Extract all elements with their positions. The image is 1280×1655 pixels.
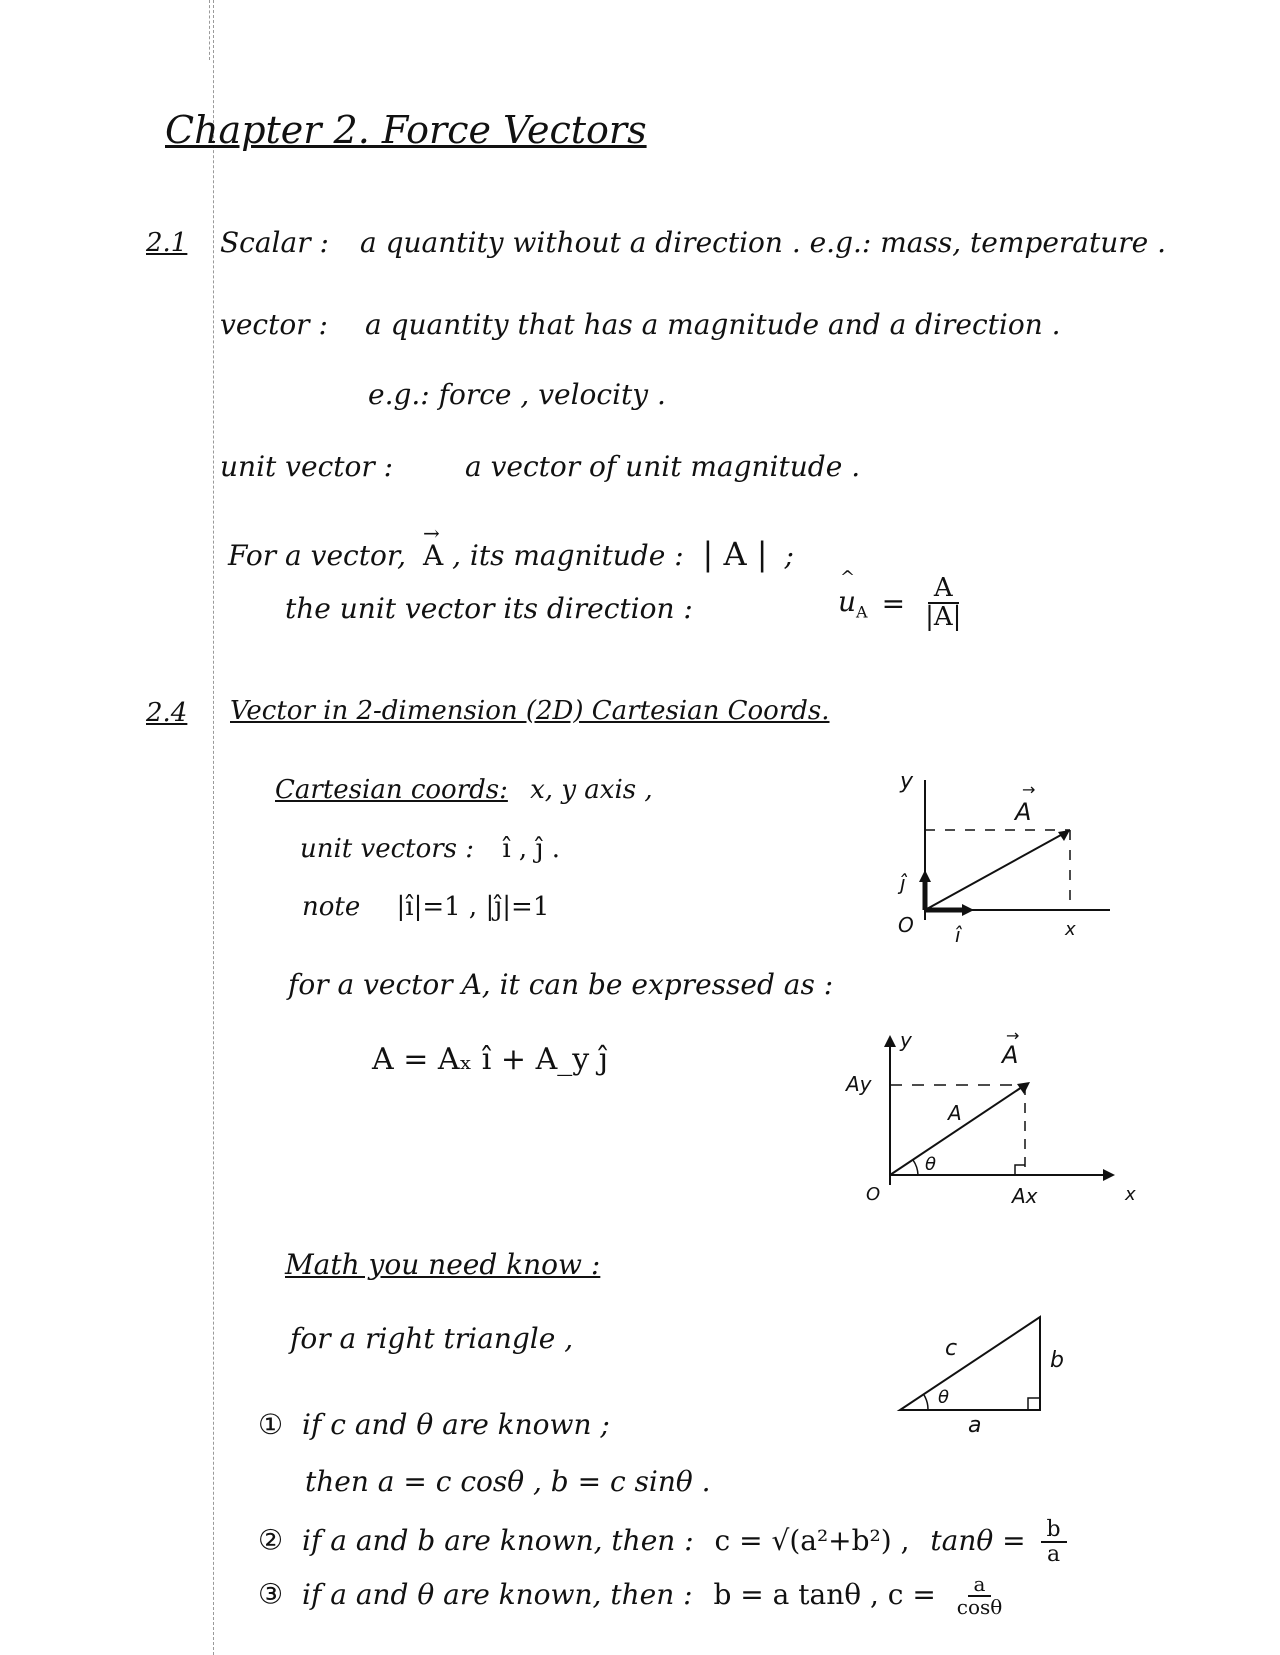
note-value: |î|=1 , |ĵ|=1 <box>396 892 550 922</box>
triangle-b-label: b <box>1050 1348 1064 1373</box>
diagram1-x-label: x <box>1065 919 1076 940</box>
unit-vectors-label: unit vectors : <box>300 834 475 864</box>
unit-vectors-value: î , ĵ . <box>502 834 561 864</box>
margin-line-top <box>209 0 210 60</box>
expressed-as-text: for a vector A, it can be expressed as : <box>288 968 834 1001</box>
cartesian-axes-text: x, y axis , <box>530 775 653 805</box>
vector-A-letter: A <box>422 539 444 572</box>
diagram2-A-label: A <box>1002 1041 1019 1069</box>
diagram2-origin-label: O <box>866 1184 881 1205</box>
item-2-fraction-numerator: b <box>1041 1518 1067 1543</box>
diagram2-A-arrow-icon: → <box>1006 1026 1020 1045</box>
vector-component-equation: A = Aₓ î + A_y ĵ <box>372 1042 609 1077</box>
item-3-b-formula: b = a tanθ , c = <box>713 1577 936 1611</box>
unit-vector-definition: a vector of unit magnitude . <box>465 450 861 483</box>
section-number-2-4: 2.4 <box>146 698 188 728</box>
diagram2-Ax-label: Ax <box>1012 1184 1038 1208</box>
item-3-fraction <box>951 1574 1009 1618</box>
unit-vector-label: unit vector : <box>220 450 394 483</box>
diagram2-angle-arc <box>913 1160 918 1175</box>
magnitude-expression: | A | <box>702 535 768 573</box>
margin-line <box>213 0 214 1655</box>
scalar-label: Scalar : <box>220 226 329 259</box>
for-a-vector <box>228 521 794 573</box>
diagram1-j-label: ĵ <box>900 871 906 895</box>
unit-vectors-line <box>300 834 560 864</box>
item-2-fraction <box>1041 1518 1067 1566</box>
item-3-fraction-numerator: a <box>968 1574 992 1597</box>
diagram2-x-arrowhead <box>1103 1169 1115 1181</box>
diagram1-A-label: A <box>1015 798 1032 826</box>
fraction-numerator: A <box>928 575 959 604</box>
diagram1-i-label: î <box>955 923 961 947</box>
triangle-angle-arc <box>924 1395 928 1410</box>
item-1-then: then a = c cosθ , b = c sinθ . <box>305 1465 711 1498</box>
vector-label: vector : <box>220 308 328 341</box>
cartesian-coords-line <box>275 775 653 805</box>
its-magnitude-text: , its magnitude : <box>452 539 684 572</box>
item-2 <box>258 1518 1067 1566</box>
hat-icon: ^ <box>840 567 856 588</box>
unit-vector-direction-line <box>285 592 693 625</box>
item-2-text: if a and b are known, then : <box>302 1523 694 1557</box>
triangle-shape <box>900 1317 1040 1410</box>
item-2-c-formula: c = √(a²+b²) , <box>714 1523 910 1557</box>
unit-vector-formula <box>838 567 967 633</box>
diagram1-vector-A-line <box>925 830 1070 910</box>
diagram2-Ay-label: Ay <box>846 1072 872 1096</box>
diagram1-A-arrow-icon: → <box>1022 780 1036 799</box>
semicolon: ; <box>784 539 794 572</box>
unit-vector-direction-text: the unit vector its direction : <box>285 592 693 625</box>
diagram1-i-arrowhead <box>962 904 974 916</box>
diagram2-right-angle-mark <box>1015 1165 1025 1175</box>
fraction-denominator: |A| <box>925 602 962 633</box>
note-line <box>302 892 549 922</box>
item-1 <box>258 1408 610 1441</box>
diagram1-origin-label: O <box>898 913 914 937</box>
diagram1-y-label: y <box>900 769 914 794</box>
item-2-number: ② <box>258 1523 284 1557</box>
triangle-c-label: c <box>945 1336 958 1361</box>
item-1-text: if c and θ are known ; <box>302 1408 610 1441</box>
diagram2-vector-A-line <box>890 1085 1025 1175</box>
right-triangle-text: for a right triangle , <box>290 1322 574 1355</box>
note-label: note <box>302 892 361 922</box>
right-triangle-diagram <box>880 1305 1080 1435</box>
triangle-right-angle-mark <box>1028 1398 1040 1410</box>
item-2-fraction-denominator: a <box>1047 1542 1061 1568</box>
vector-examples: e.g.: force , velocity . <box>368 378 666 411</box>
diagram2-y-arrowhead <box>884 1035 896 1047</box>
scalar-definition: a quantity without a direction . e.g.: mass, temperature . <box>360 226 1167 259</box>
page-title: Chapter 2. Force Vectors <box>165 108 647 152</box>
section-number-2-1: 2.1 <box>146 228 188 258</box>
for-a-vector-text: For a vector, <box>228 539 407 572</box>
item-2-tan-label: tanθ = <box>930 1523 1026 1557</box>
vector-components-diagram <box>840 1025 1140 1215</box>
triangle-a-label: a <box>968 1413 982 1435</box>
vector-definition: a quantity that has a magnitude and a direction . <box>365 308 1061 341</box>
vector-A-symbol <box>422 521 452 572</box>
math-heading: Math you need know : <box>285 1248 601 1281</box>
item-3-fraction-denominator: cosθ <box>956 1595 1003 1619</box>
item-3 <box>258 1574 1008 1618</box>
diagram2-y-label: y <box>900 1028 912 1052</box>
vector-arrow-icon: → <box>422 521 440 545</box>
diagram1-j-arrowhead <box>919 870 931 882</box>
section-2-4-heading: Vector in 2-dimension (2D) Cartesian Coords. <box>230 696 830 726</box>
item-3-number: ③ <box>258 1577 284 1611</box>
unit-vector-diagram <box>870 760 1140 950</box>
diagram2-x-label: x <box>1125 1184 1136 1205</box>
unit-vector-fraction <box>919 575 967 632</box>
u-hat-symbol: ^ $u_A$ <box>838 567 868 622</box>
diagram2-theta-label: θ <box>925 1154 937 1175</box>
item-3-text: if a and θ are known, then : <box>302 1577 693 1611</box>
item-1-number: ① <box>258 1408 284 1441</box>
triangle-theta-label: θ <box>938 1387 950 1408</box>
diagram2-A-length-label: A <box>948 1101 962 1125</box>
equals-sign: = <box>881 586 906 620</box>
cartesian-coords-label: Cartesian coords: <box>275 775 508 805</box>
